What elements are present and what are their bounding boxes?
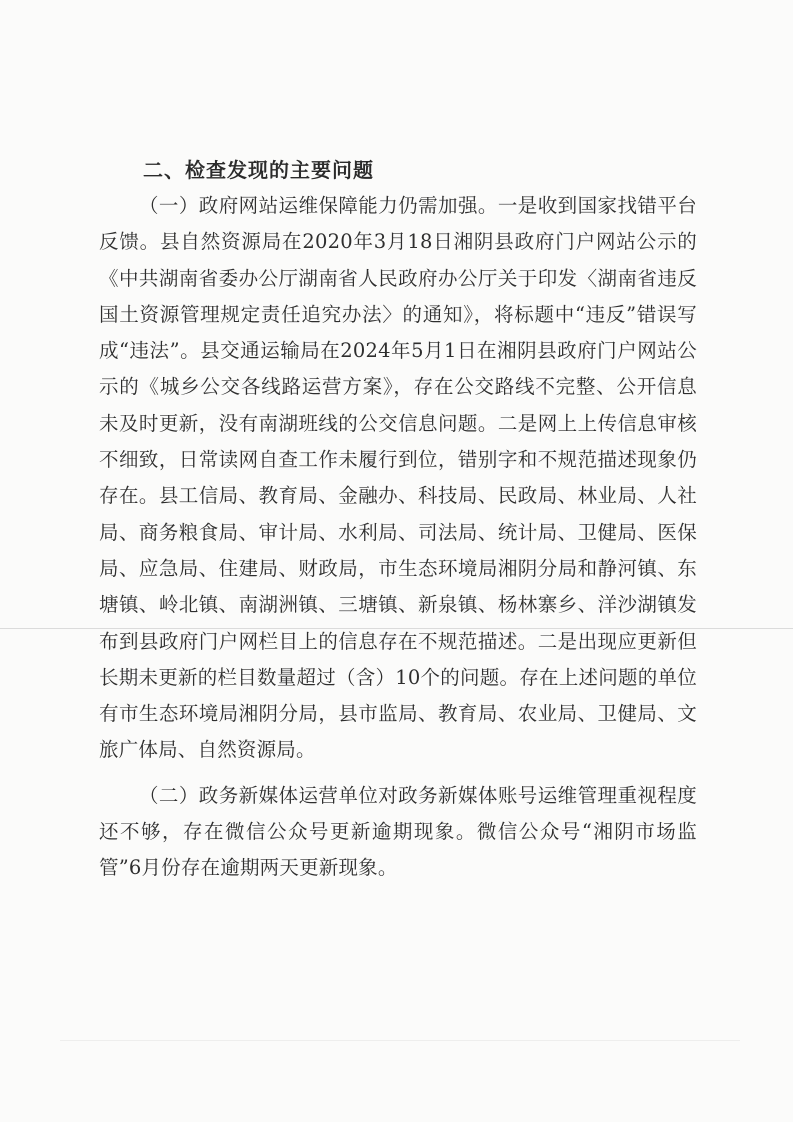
- section-heading: 二、检查发现的主要问题: [143, 158, 374, 182]
- paragraph-new-media-issues: （二）政务新媒体运营单位对政务新媒体账号运维管理重视程度还不够，存在微信公众号更新逾期现象。微信公众号“湘阴市场监管”6月份存在逾期两天更新现象。: [99, 783, 697, 880]
- document-body: [99, 152, 697, 887]
- scan-noise-line: [60, 1040, 740, 1041]
- paragraph-website-issues: （一）政府网站运维保障能力仍需加强。一是收到国家找错平台反馈。县自然资源局在2020年3月18日湘阴县政府门户网站公示的《中共湖南省委办公厅湖南省人民政府办公厅关于印发〈湖南省违反国土资源管理规定责任追究办法〉的通知》，将标题中“违反”错误写成“违法”。县交通运输局在2024年5月1日在湘阴县政府门户网站公示的《城乡公交各线路运营方案》，存在公交路线不完整、公开信息未及时更新，没有南湖班线的公交信息问题。二是网上上传信息审核不细致，日常读网自查工作未履行到位，错别字和不规范描述现象仍存在。县工信局、教育局、金融办、科技局、民政局、林业局、人社局、商务粮食局、审计局、水利局、司法局、统计局、卫健局、医保局、应急局、住建局、财政局，市生态环境局湘阴分局和静河镇、东塘镇、岭北镇、南湖洲镇、三塘镇、新泉镇、杨林寨乡、洋沙湖镇发布到县政府门户网栏目上的信息存在不规范描述。二是出现应更新但长期未更新的栏目数量超过（含）10个的问题。存在上述问题的单位有市生态环境局湘阴分局，县市监局、教育局、农业局、卫健局、文旅广体局、自然资源局。: [99, 194, 697, 762]
